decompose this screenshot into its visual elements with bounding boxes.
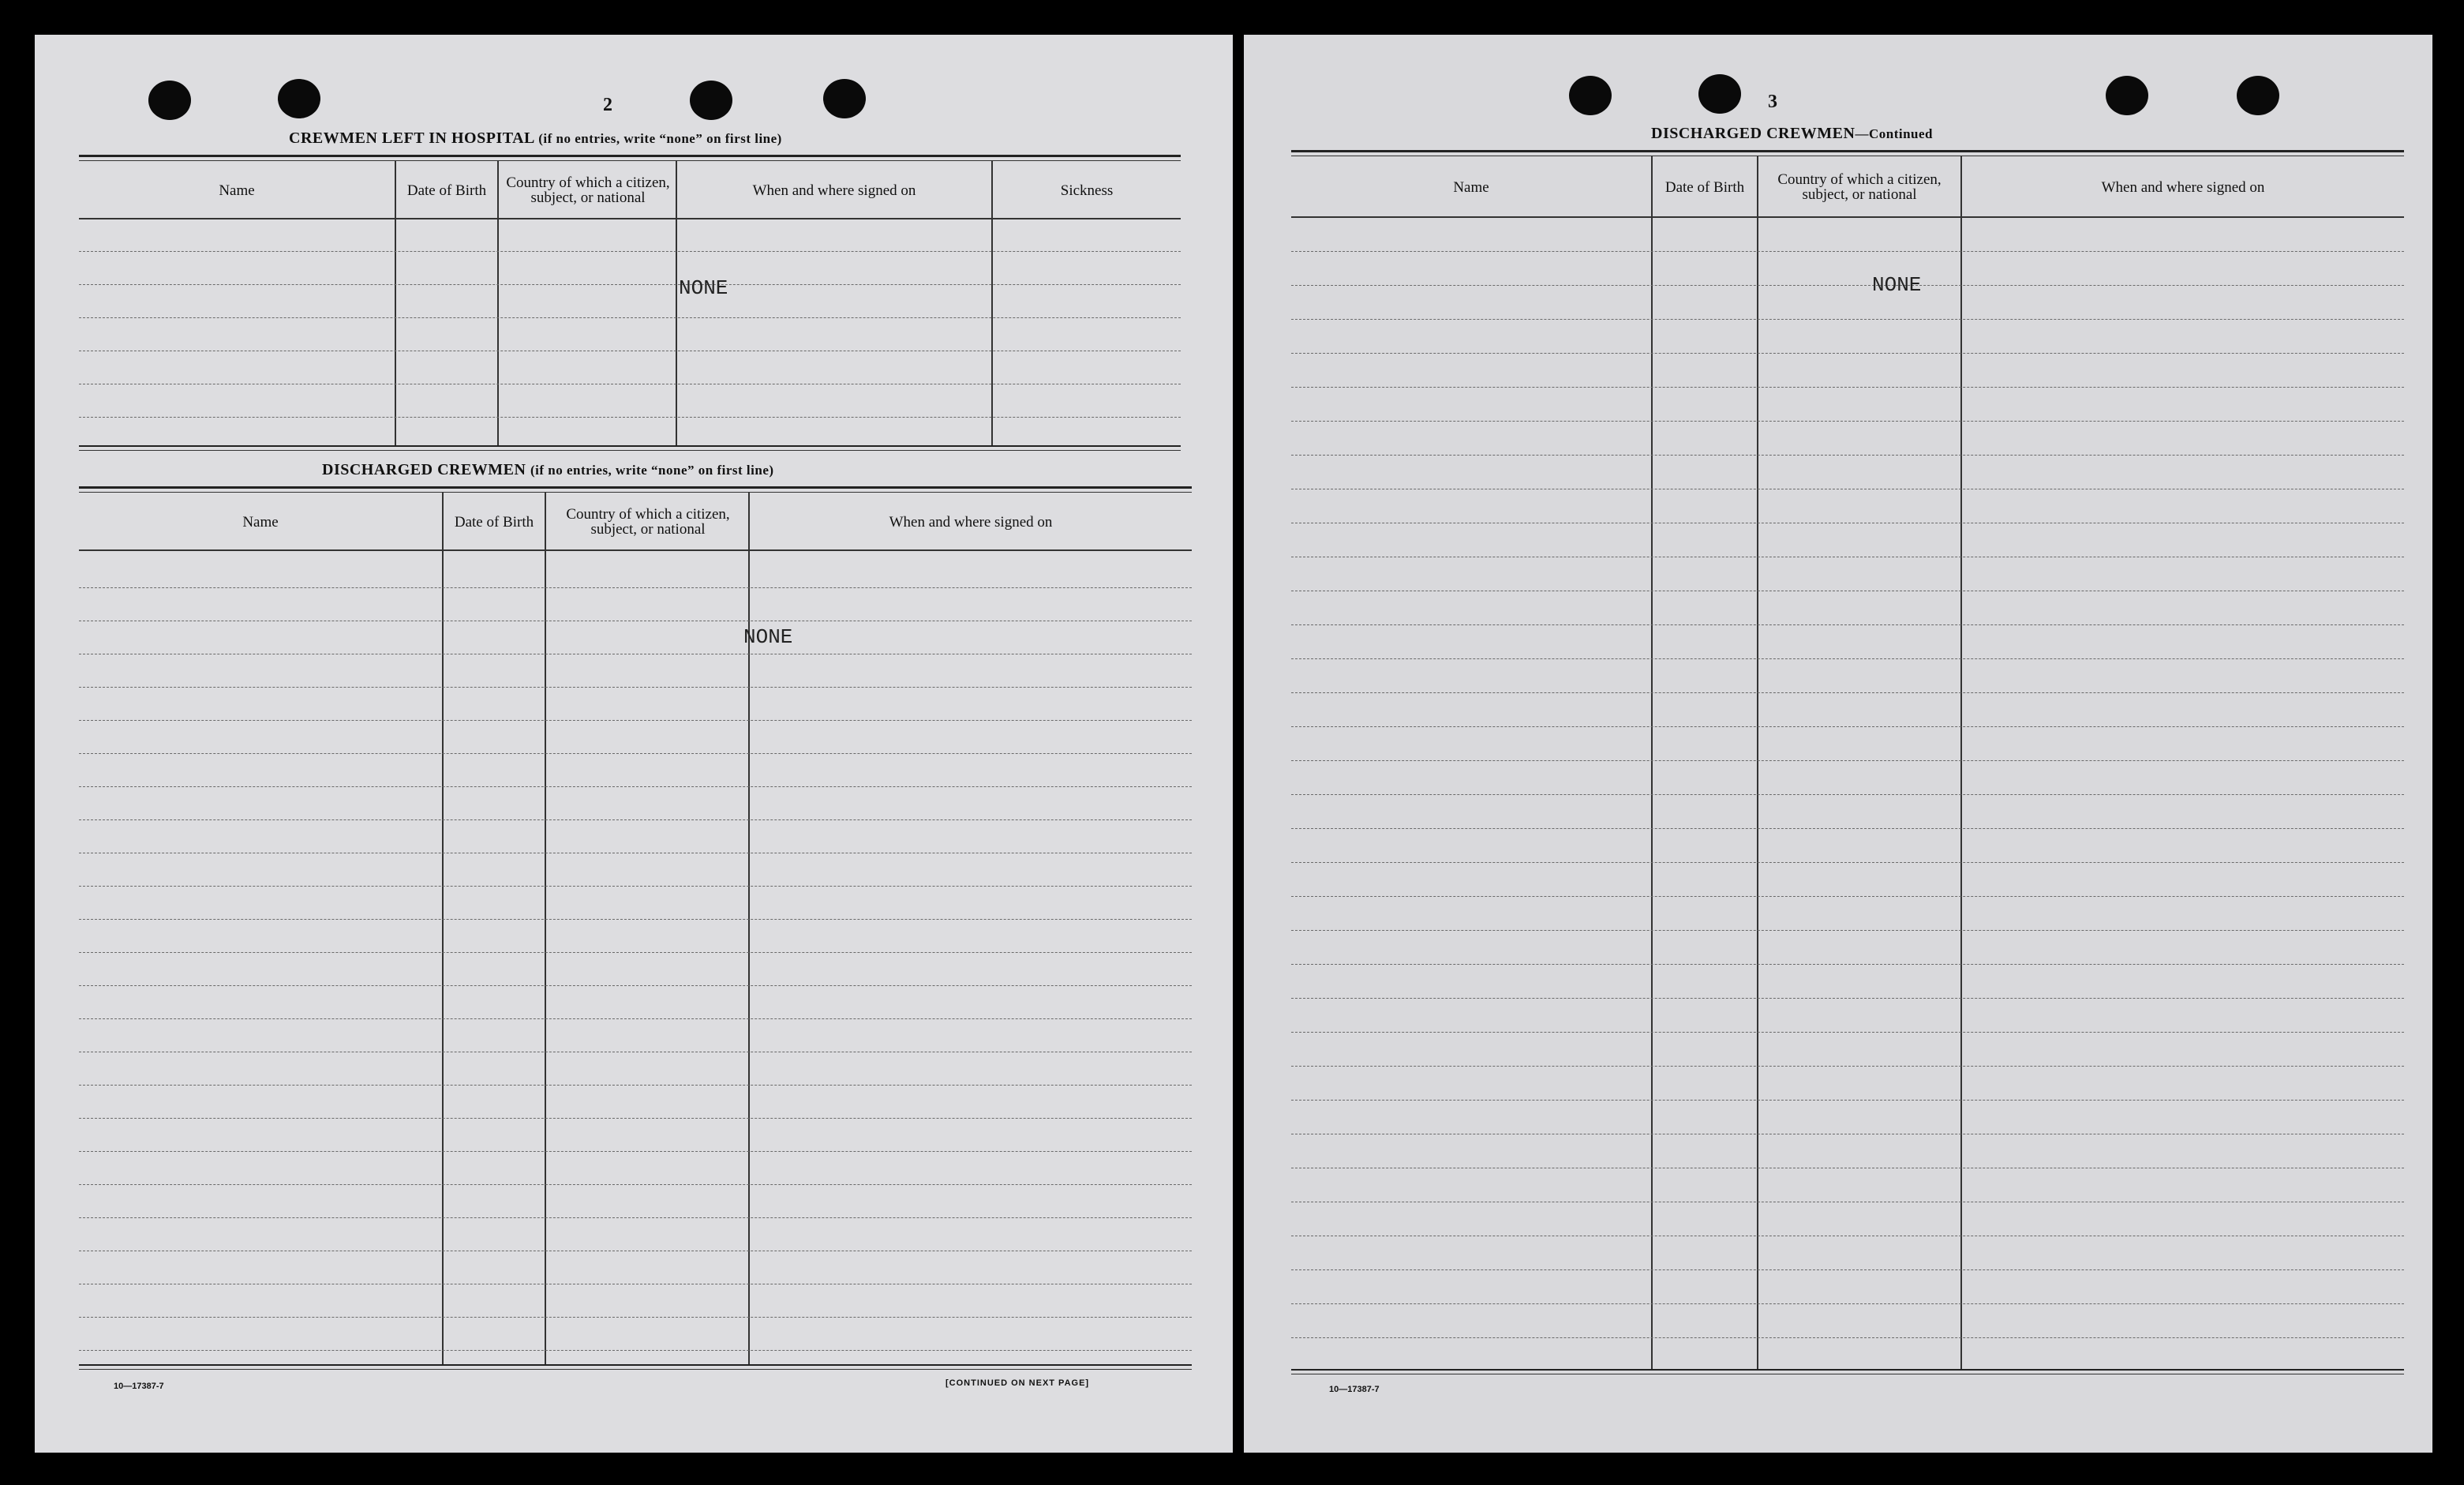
- header-name: Name: [242, 513, 279, 531]
- right-page: [1244, 35, 2432, 1453]
- discharged-table: [79, 486, 1192, 1410]
- page-number: 2: [603, 95, 612, 115]
- header-signed-on: When and where signed on: [2101, 178, 2265, 196]
- header-date-of-birth: Date of Birth: [454, 513, 534, 531]
- header-country: Country of which a citizen, subject, or national: [506, 174, 670, 206]
- punch-hole: [278, 79, 320, 118]
- form-code: 10—17387-7: [1329, 1385, 1380, 1394]
- hospital-entry-none: NONE: [679, 276, 728, 300]
- entry-line: [79, 317, 1181, 318]
- entry-line: [79, 251, 1181, 252]
- punch-hole: [2237, 76, 2279, 115]
- hospital-section-title: [289, 129, 782, 148]
- discharged-title-text: DISCHARGED CREWMEN: [322, 461, 526, 478]
- entry-line: [79, 417, 1181, 418]
- header-date-of-birth: Date of Birth: [1665, 178, 1745, 196]
- punch-hole: [823, 79, 866, 118]
- punch-hole: [1569, 76, 1612, 115]
- discharged-continued-title: [1651, 125, 1933, 143]
- discharged-section-title: [322, 461, 774, 479]
- entry-line: [79, 284, 1181, 285]
- punch-hole: [148, 81, 191, 120]
- header-name: Name: [1453, 178, 1489, 196]
- header-signed-on: When and where signed on: [752, 182, 916, 199]
- punch-hole: [2106, 76, 2148, 115]
- discharged-continued-entry-none: NONE: [1872, 273, 1922, 297]
- header-country: Country of which a citizen, subject, or national: [566, 506, 730, 538]
- punch-hole: [690, 81, 732, 120]
- page-number: 3: [1768, 92, 1777, 112]
- hospital-title-text: CREWMEN LEFT IN HOSPITAL: [289, 129, 534, 147]
- hospital-table: [79, 155, 1181, 471]
- continued-suffix: —Continued: [1855, 126, 1933, 141]
- header-signed-on: When and where signed on: [889, 513, 1053, 531]
- header-country: Country of which a citizen, subject, or national: [1777, 171, 1942, 203]
- header-sickness: Sickness: [1060, 182, 1114, 199]
- header-date-of-birth: Date of Birth: [406, 182, 487, 199]
- discharged-continued-text: DISCHARGED CREWMEN: [1651, 125, 1855, 142]
- form-code: 10—17387-7: [114, 1382, 164, 1391]
- hospital-instruction: (if no entries, write “none” on first line): [538, 131, 782, 146]
- discharged-entry-none: NONE: [743, 625, 793, 649]
- header-name: Name: [219, 182, 255, 199]
- discharged-continued-table: [1291, 150, 2404, 1413]
- continued-note: [CONTINUED ON NEXT PAGE]: [946, 1378, 1090, 1388]
- discharged-instruction: (if no entries, write “none” on first line): [530, 463, 774, 478]
- left-page: [35, 35, 1233, 1453]
- punch-hole: [1698, 74, 1741, 114]
